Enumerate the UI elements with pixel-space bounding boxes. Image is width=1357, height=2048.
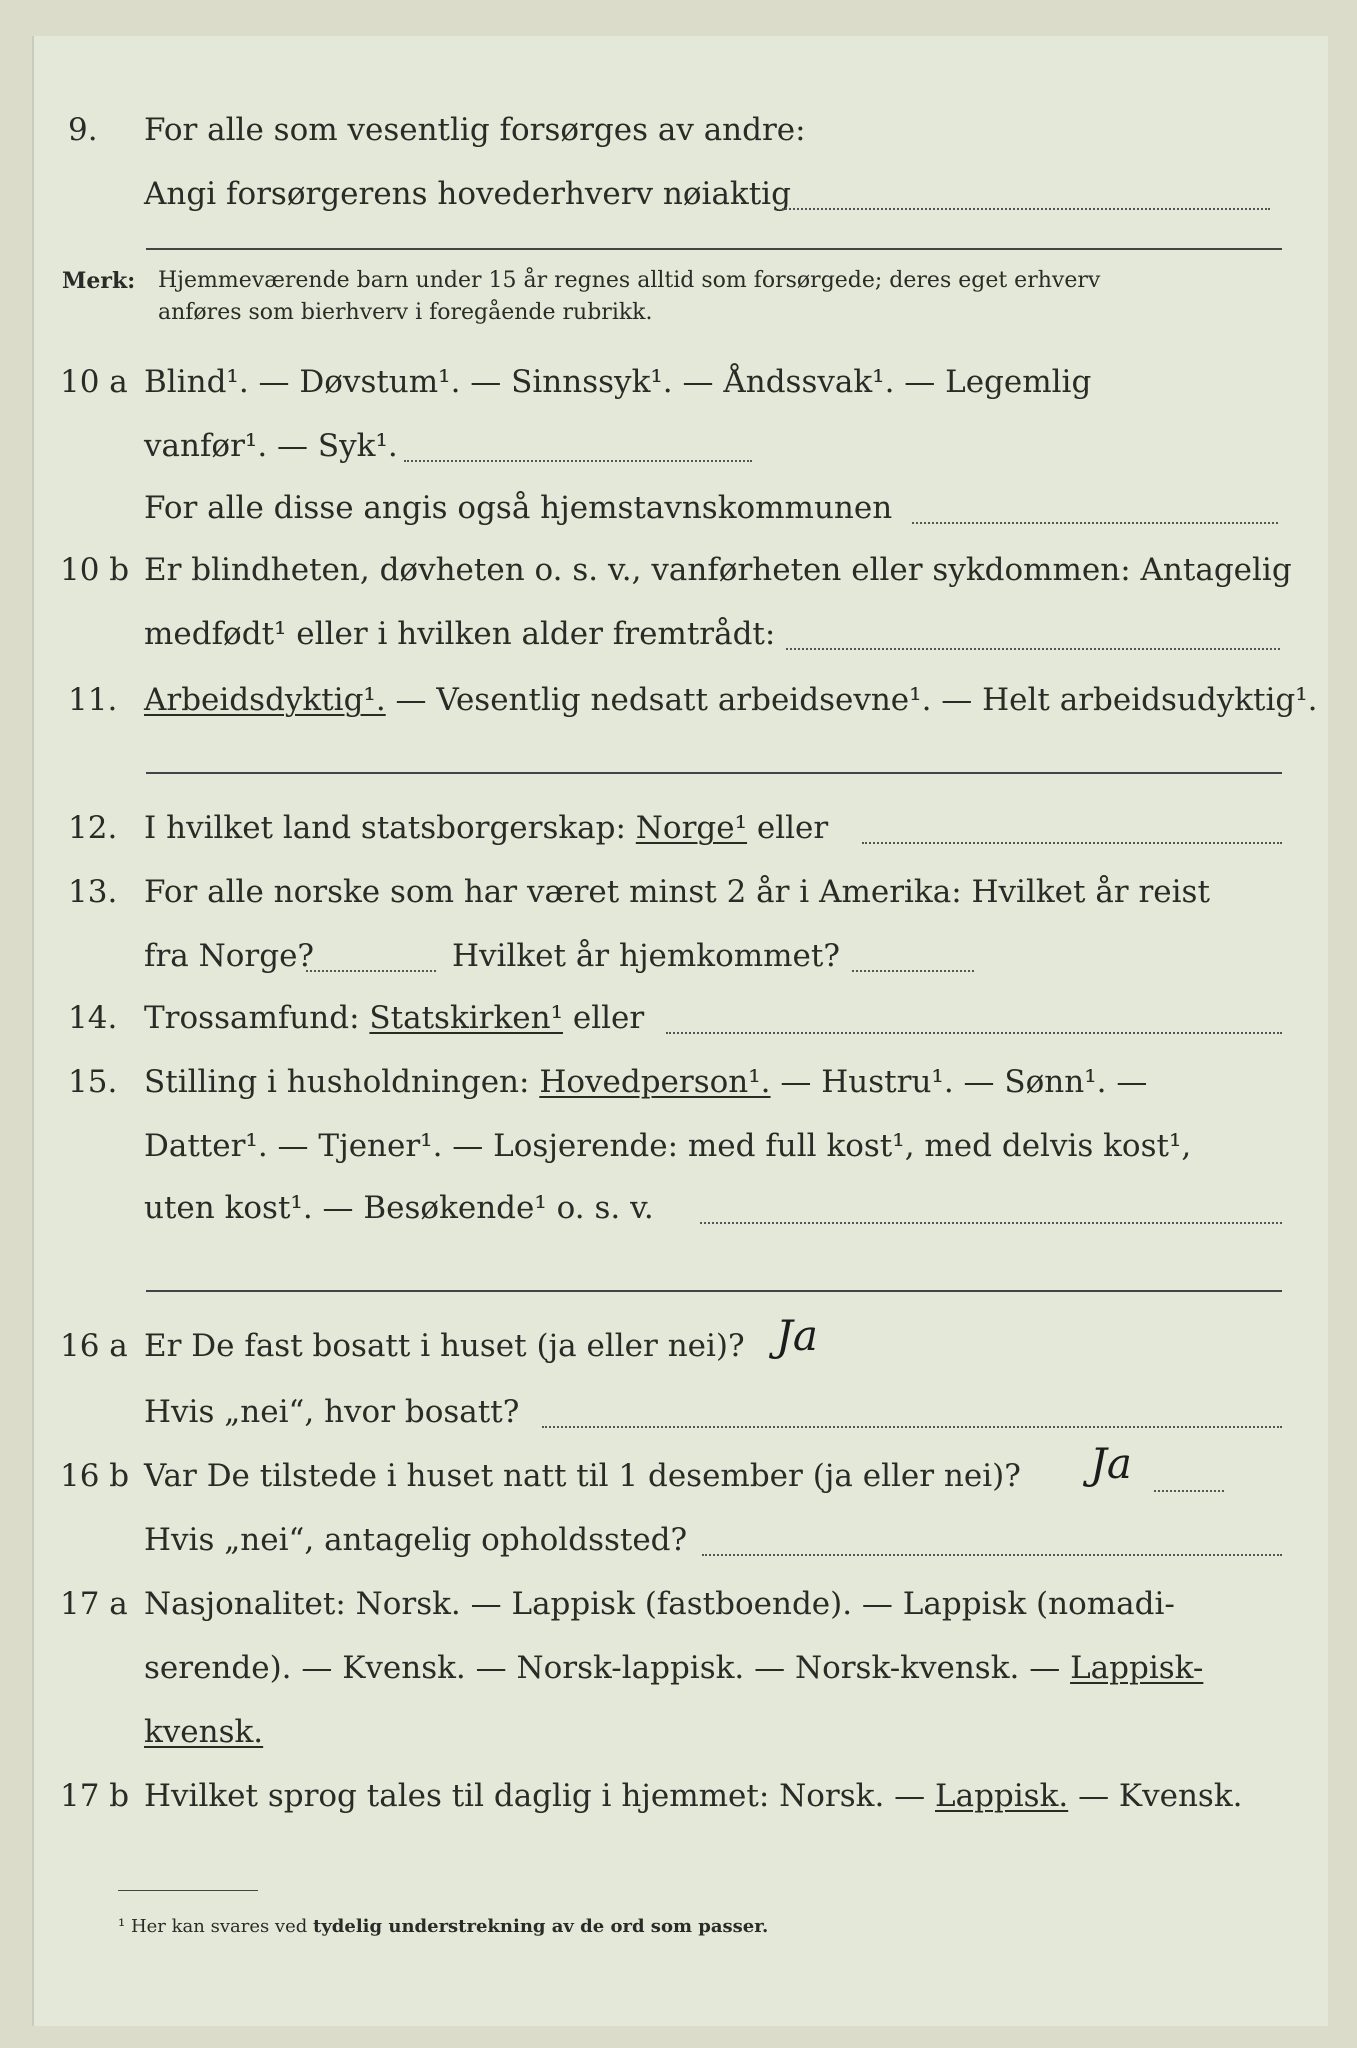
note-label: Merk: [62, 268, 136, 294]
question-9 [34, 110, 1330, 150]
answer-line [700, 1222, 1282, 1224]
census-form-page [32, 36, 1328, 2026]
question-number: 17 a [60, 1586, 128, 1622]
question-text [144, 1062, 1147, 1102]
question-number: 12. [68, 810, 118, 846]
footnote-divider [118, 1890, 258, 1891]
question-15 [34, 1062, 1330, 1102]
underlined-answer: Hovedperson¹. [539, 1064, 771, 1100]
handwritten-answer: Ja [776, 1311, 818, 1360]
question-13 [34, 872, 1330, 912]
question-16a [34, 1311, 1330, 1366]
question-17a [34, 1584, 1330, 1624]
answer-line [702, 1554, 1282, 1556]
footnote [118, 1916, 768, 1937]
answer-line [782, 208, 1270, 210]
answer-line [542, 1426, 1282, 1428]
question-number: 16 a [60, 1328, 128, 1364]
answer-line [852, 970, 974, 972]
footnote-mark: ¹ [118, 1916, 126, 1937]
question-number: 14. [68, 1000, 118, 1036]
answer-line [1154, 1490, 1224, 1492]
question-text-part: I hvilket land statsborgerskap: [144, 810, 636, 846]
question-text: For alle disse angis også hjemstavnskommunen [144, 490, 893, 526]
question-text-part: — Hustru¹. — Sønn¹. — [770, 1064, 1148, 1100]
underlined-answer: kvensk. [144, 1714, 264, 1750]
question-15-line-2 [34, 1126, 1330, 1166]
question-text-part: — Kvensk. [1068, 1778, 1243, 1814]
question-10b [34, 550, 1330, 590]
note-line-2 [34, 298, 1330, 338]
note-text: anføres som bierhverv i foregående rubrikk. [158, 300, 653, 325]
question-text: Angi forsørgerens hovederhverv nøiaktig [144, 176, 791, 212]
question-text-part: eller [747, 810, 829, 846]
question-text: Er blindheten, døvheten o. s. v., vanførheten eller sykdommen: Antagelig [144, 552, 1292, 588]
answer-line [146, 1290, 1282, 1292]
footnote-text: Her kan svares ved [130, 1916, 314, 1937]
question-10a-line-3 [34, 488, 1330, 528]
question-number: 16 b [60, 1458, 130, 1494]
question-10a-line-2 [34, 426, 1330, 466]
question-text [144, 1776, 1242, 1816]
answer-line [146, 248, 1282, 250]
question-number: 10 b [60, 552, 130, 588]
question-text [144, 1648, 1203, 1688]
footnote-bold-text: tydelig understrekning av de ord som passer. [313, 1916, 769, 1937]
question-text: fra Norge? [144, 938, 315, 974]
answer-line [786, 648, 1280, 650]
answer-line [862, 842, 1282, 844]
question-text-part: Hvilket sprog tales til daglig i hjemmet: Norsk. — [144, 1778, 935, 1814]
question-number: 13. [68, 874, 118, 910]
underlined-answer: Lappisk. [935, 1778, 1069, 1814]
question-text: Var De tilstede i huset natt til 1 desember (ja eller nei)? [144, 1458, 1021, 1494]
question-text: medfødt¹ eller i hvilken alder fremtrådt: [144, 616, 776, 652]
answer-line [912, 522, 1278, 524]
question-17a-line-2 [34, 1648, 1330, 1688]
question-text [144, 808, 828, 848]
question-text: Er De fast bosatt i huset (ja eller nei)? [144, 1328, 745, 1364]
answer-line [404, 460, 752, 462]
question-10b-line-2 [34, 614, 1330, 654]
question-text [144, 680, 1318, 720]
question-number: 11. [68, 682, 118, 718]
question-15-line-3 [34, 1188, 1330, 1228]
note-text: Hjemmeværende barn under 15 år regnes alltid som forsørgede; deres eget erhverv [158, 268, 1101, 293]
question-13-line-2 [34, 936, 1330, 976]
question-number: 9. [68, 112, 98, 148]
question-text: Datter¹. — Tjener¹. — Losjerende: med full kost¹, med delvis kost¹, [144, 1128, 1192, 1164]
underlined-answer: Norge¹ [635, 810, 748, 846]
question-16b-line-2 [34, 1520, 1330, 1560]
question-text [144, 998, 644, 1038]
question-text: Blind¹. — Døvstum¹. — Sinnssyk¹. — Åndssvak¹. — Legemlig [144, 364, 1092, 400]
question-14 [34, 998, 1330, 1038]
question-text-part: Trossamfund: [144, 1000, 370, 1036]
question-text: vanfør¹. — Syk¹. [144, 428, 398, 464]
question-number: 15. [68, 1064, 118, 1100]
question-text: Hvis „nei“, hvor bosatt? [144, 1394, 520, 1430]
underlined-answer: Lappisk- [1070, 1650, 1204, 1686]
question-text-part: eller [563, 1000, 645, 1036]
question-17a-line-3 [34, 1712, 1330, 1752]
answer-line [666, 1032, 1282, 1034]
question-text: Nasjonalitet: Norsk. — Lappisk (fastboende). — Lappisk (nomadi- [144, 1586, 1175, 1622]
question-text: uten kost¹. — Besøkende¹ o. s. v. [144, 1190, 654, 1226]
question-text: For alle som vesentlig forsørges av andre: [144, 112, 806, 148]
question-text: For alle norske som har været minst 2 år i Amerika: Hvilket år reist [144, 874, 1210, 910]
underlined-answer: Arbeidsdyktig¹. [144, 682, 386, 718]
underlined-answer: Statskirken¹ [369, 1000, 563, 1036]
question-10a [34, 362, 1330, 402]
question-9-line-2 [34, 174, 1330, 214]
question-16b [34, 1439, 1330, 1496]
question-16a-line-2 [34, 1392, 1330, 1432]
question-12 [34, 808, 1330, 848]
question-11 [34, 680, 1330, 720]
question-17b [34, 1776, 1330, 1816]
answer-line [146, 772, 1282, 774]
question-text-part: serende). — Kvensk. — Norsk-lappisk. — Norsk-kvensk. — [144, 1650, 1071, 1686]
question-number: 17 b [60, 1778, 130, 1814]
question-text: Hvilket år hjemkommet? [452, 938, 840, 974]
question-text-part: Stilling i husholdningen: [144, 1064, 540, 1100]
question-text: Hvis „nei“, antagelig opholdssted? [144, 1522, 688, 1558]
question-text-rest: — Vesentlig nedsatt arbeidsevne¹. — Helt arbeidsudyktig¹. [385, 682, 1318, 718]
handwritten-answer: Ja [1090, 1439, 1132, 1488]
answer-line [306, 970, 436, 972]
question-number: 10 a [60, 364, 128, 400]
